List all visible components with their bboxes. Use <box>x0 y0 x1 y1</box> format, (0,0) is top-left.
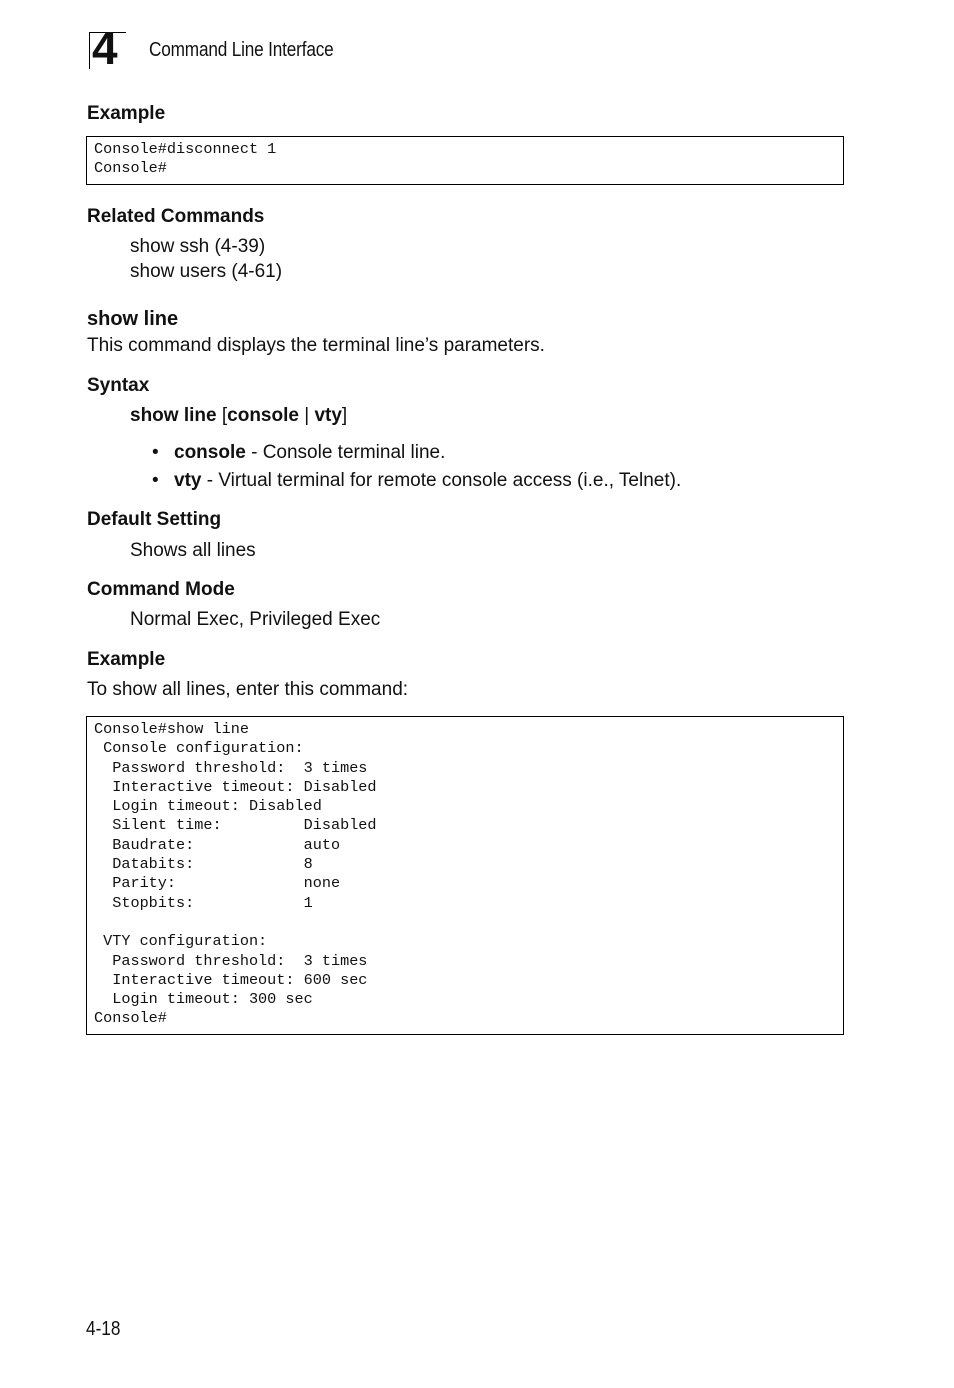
code-line: Interactive timeout: 600 sec <box>94 970 368 989</box>
syntax-option-console: console <box>227 405 299 426</box>
related-command-item: show ssh (4-39) <box>130 236 266 257</box>
related-commands-heading: Related Commands <box>87 206 265 227</box>
command-mode-heading: Command Mode <box>87 579 235 600</box>
syntax-command: show line <box>130 405 217 426</box>
parameter-name: vty <box>174 470 202 491</box>
bullet-icon: • <box>152 470 159 491</box>
related-command-item: show users (4-61) <box>130 261 283 282</box>
example-heading: Example <box>87 103 166 124</box>
parameter-description: - Virtual terminal for remote console access (i.e., Telnet). <box>201 470 682 491</box>
syntax-heading: Syntax <box>87 375 150 396</box>
command-description: This command displays the terminal line’s parameters. <box>87 335 545 356</box>
code-line: Password threshold: 3 times <box>94 951 368 970</box>
code-line <box>94 913 843 932</box>
code-line: VTY configuration: <box>94 932 268 951</box>
syntax-option-vty: vty <box>314 405 342 426</box>
code-line: Console configuration: <box>94 739 304 758</box>
command-title: show line <box>87 308 179 330</box>
code-line: Silent time: Disabled <box>94 816 377 835</box>
default-setting-value: Shows all lines <box>130 540 256 561</box>
code-line: Interactive timeout: Disabled <box>94 777 377 796</box>
code-line: Login timeout: 300 sec <box>94 990 313 1009</box>
code-line: Console# <box>94 159 167 178</box>
syntax-bracket-close: ] <box>341 405 348 426</box>
code-line: Console#show line <box>94 720 249 738</box>
code-line: Login timeout: Disabled <box>94 797 322 816</box>
code-example-show-line <box>86 716 844 1035</box>
parameter-name: console <box>174 442 246 463</box>
page-number: 4-18 <box>86 1318 121 1340</box>
code-example-disconnect <box>86 136 844 185</box>
syntax-separator: | <box>298 405 315 426</box>
code-line: Stopbits: 1 <box>94 893 313 912</box>
code-line: Baudrate: auto <box>94 835 341 854</box>
default-setting-heading: Default Setting <box>87 509 222 530</box>
bullet-icon: • <box>152 442 159 463</box>
code-line: Password threshold: 3 times <box>94 758 368 777</box>
syntax-line <box>130 404 347 428</box>
running-header-title: Command Line Interface <box>149 39 334 61</box>
example-intro: To show all lines, enter this command: <box>87 679 409 700</box>
syntax-bracket-open: [ <box>216 405 228 426</box>
code-line: Console# <box>94 1009 167 1028</box>
code-line: Databits: 8 <box>94 855 313 874</box>
parameter-description: - Console terminal line. <box>245 442 446 463</box>
command-mode-value: Normal Exec, Privileged Exec <box>130 609 381 630</box>
chapter-number: 4 <box>92 22 118 74</box>
code-line: Parity: none <box>94 874 341 893</box>
example-heading: Example <box>87 649 166 670</box>
code-line: Console#disconnect 1 <box>94 140 277 158</box>
